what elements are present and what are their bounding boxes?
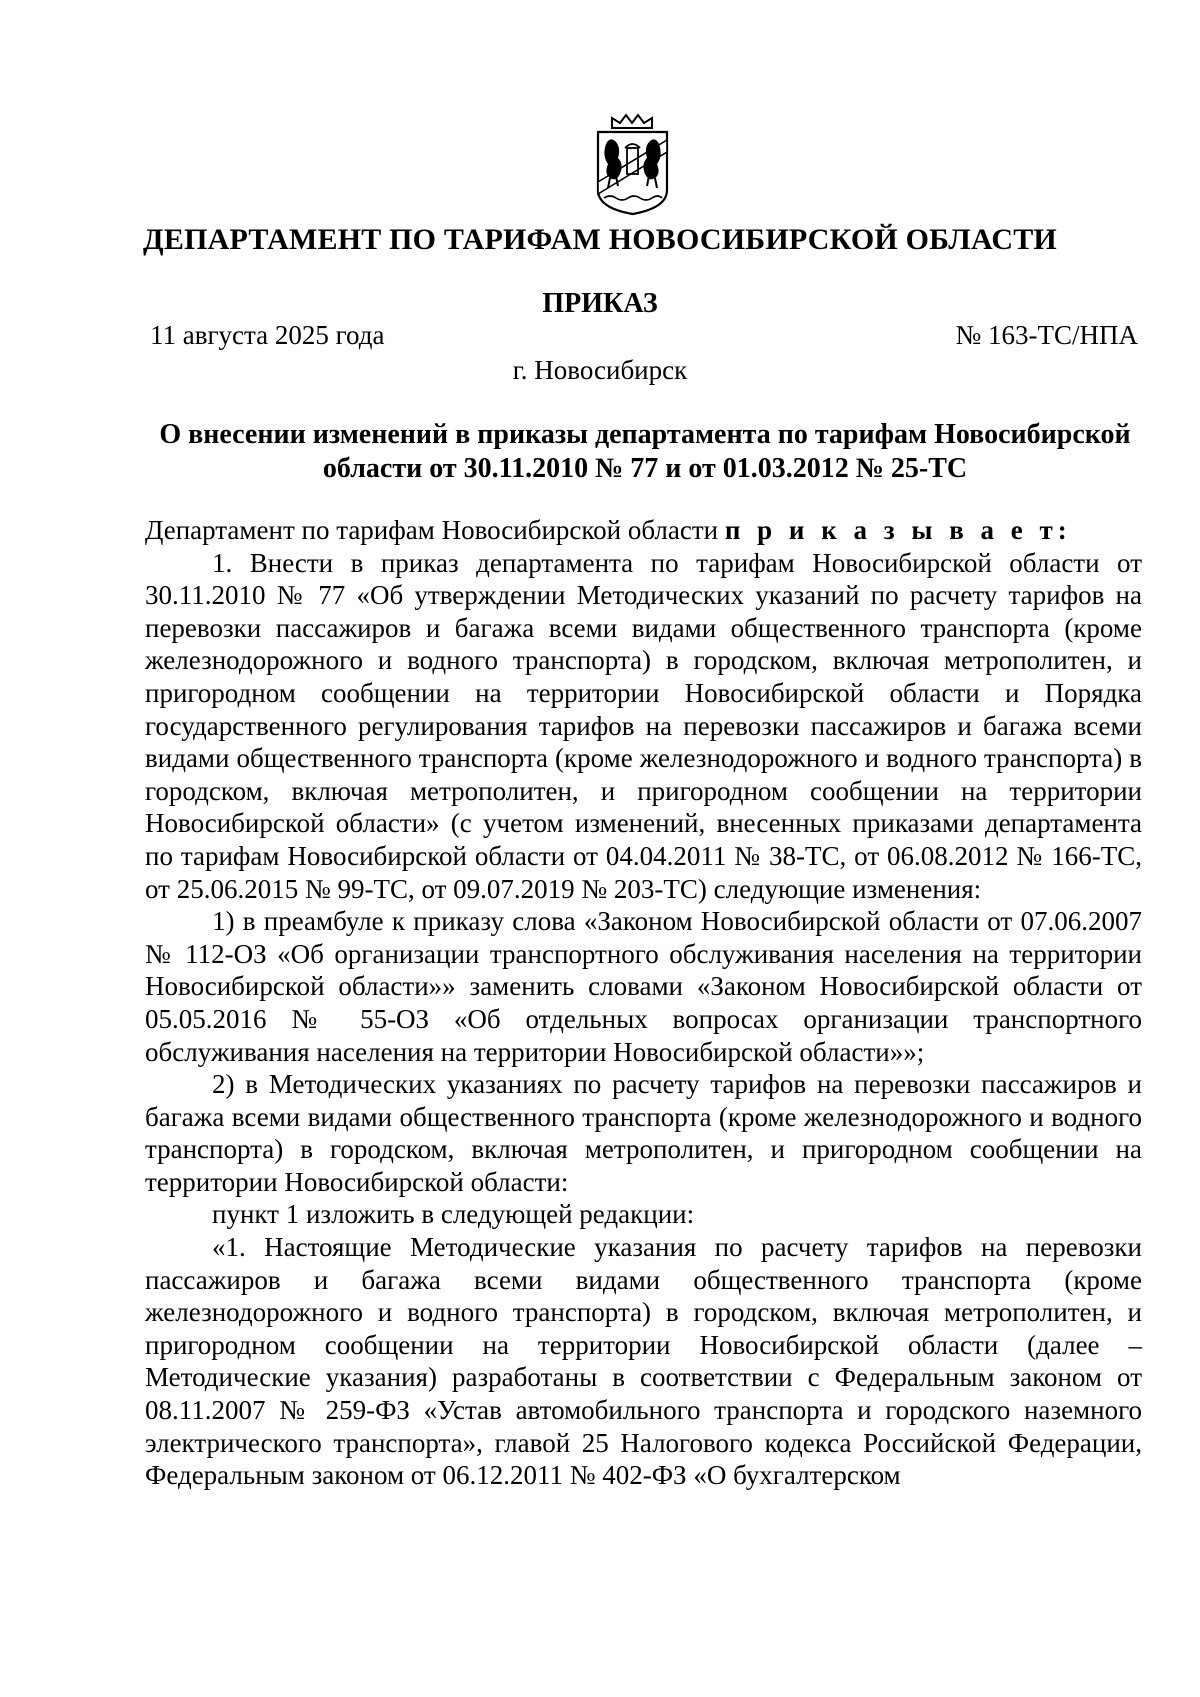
paragraph-1-1: 1) в преамбуле к приказу слова «Законом Новосибирской области от 07.06.2007 № 112-ОЗ «Об организации транспортного обслуживания населения на территории Новосибирской области»» заменить словами «Законом Новосибирской области от 05.05.2016 № 55-ОЗ «Об отдельных вопросах организации транспортного обслуживания населения на территории Новосибирской области»»; (145, 906, 1142, 1067)
paragraph-new-point-1: «1. Настоящие Методические указания по расчету тарифов на перевозки пассажиров и багажа всеми видами общественного транспорта (кроме железнодорожного и водного транспорта) в городском, включая метрополитен, и пригородном сообщении на территории Новосибирской области (далее – Методические указания) разработаны в соответствии с Федеральным законом от 08.11.2007 № 259-ФЗ «Устав автомобильного транспорта и городского наземного электрического транспорта», главой 25 Налогового кодекса Российской Федерации, Федеральным законом от 06.12.2011 № 402-ФЗ «О бухгалтерском (145, 1232, 1142, 1491)
intro-paragraph (145, 514, 1142, 547)
order-subject (150, 418, 1140, 486)
subject-line-1: О внесении изменений в приказы департамента по тарифам Новосибирской (159, 419, 1131, 450)
intro-text: Департамент по тарифам Новосибирской области (145, 515, 725, 545)
order-body (145, 514, 1142, 1492)
department-name: ДЕПАРТАМЕНТ ПО ТАРИФАМ НОВОСИБИРСКОЙ ОБЛАСТИ (143, 223, 1057, 256)
city-text: г. Новосибирск (512, 355, 688, 385)
subject-line-2: области от 30.11.2010 № 77 и от 01.03.2012 № 25-ТС (322, 453, 968, 484)
paragraph-point-1: пункт 1 изложить в следующей редакции: (212, 1199, 695, 1230)
coat-of-arms-icon (590, 112, 675, 217)
order-number: № 163-ТС/НПА (955, 320, 1138, 350)
order-title: ПРИКАЗ (542, 288, 658, 319)
paragraph-1: 1. Внести в приказ департамента по тарифам Новосибирской области от 30.11.2010 № 77 «Об утверждении Методических указаний по расчету тарифов на перевозки пассажиров и багажа всеми видами общественного транспорта (кроме железнодорожного и водного транспорта) в городском, включая метрополитен, и пригородном сообщении на территории Новосибирской области и Порядка государственного регулирования тарифов на перевозки пассажиров и багажа всеми видами общественного транспорта (кроме железнодорожного и водного транспорта) в городском, включая метрополитен, и пригородном сообщении на территории Новосибирской области» (с учетом изменений, внесенных приказами департамента по тарифам Новосибирской области от 04.04.2011 № 38-ТС, от 06.08.2012 № 166-ТС, от 25.06.2015 № 99-ТС, от 09.07.2019 № 203-ТС) следующие изменения: (145, 547, 1142, 904)
intro-directive: п р и к а з ы в а е т: (724, 515, 1072, 545)
paragraph-1-2: 2) в Методических указаниях по расчету тарифов на перевозки пассажиров и багажа всеми видами общественного транспорта (кроме железнодорожного и водного транспорта) в городском, включая метрополитен, и пригородном сообщении на территории Новосибирской области: (145, 1069, 1142, 1197)
order-date: 11 августа 2025 года (150, 320, 385, 350)
order-city (0, 353, 1200, 387)
